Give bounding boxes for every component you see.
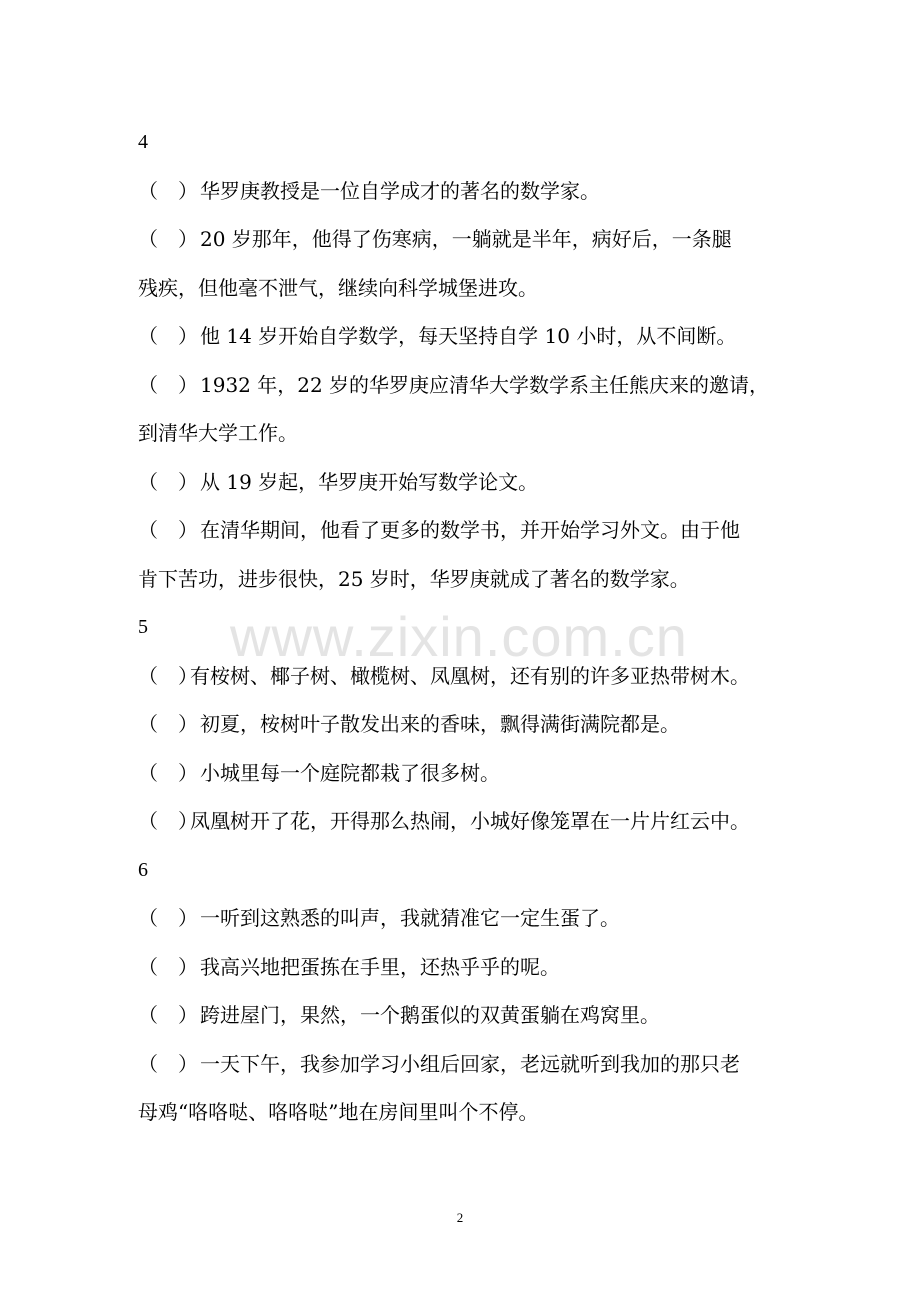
item-text: 一天下午，我参加学习小组后回家，老远就听到我加的那只老	[200, 1051, 740, 1076]
item-text: 他 14 岁开始自学数学，每天坚持自学 10 小时，从不间断。	[200, 324, 737, 348]
section-number: 4	[138, 131, 148, 153]
answer-blank: （ ）	[138, 712, 198, 736]
list-item	[138, 991, 798, 1040]
item-text: 初夏，桉树叶子散发出来的香味，飘得满街满院都是。	[200, 712, 680, 736]
list-item	[138, 894, 798, 943]
exercise-content	[138, 118, 798, 1137]
item-text: 小城里每一个庭院都栽了很多树。	[200, 760, 500, 785]
section-number: 5	[138, 616, 148, 638]
list-item	[138, 700, 798, 749]
list-item	[138, 312, 798, 361]
list-item	[138, 361, 798, 410]
answer-blank: （ ）	[138, 954, 198, 979]
answer-blank: （ ）	[138, 518, 198, 542]
answer-blank: （ ）	[138, 178, 198, 203]
item-text-continued: 肯下苦功，进步很快，25 岁时，华罗庚就成了著名的数学家。	[138, 566, 690, 591]
item-text: 有桉树、椰子树、橄榄树、凤凰树，还有别的许多亚热带树木。	[190, 663, 750, 688]
item-text: 一听到这熟悉的叫声，我就猜准它一定生蛋了。	[200, 906, 620, 930]
answer-blank: （ ）	[138, 809, 198, 833]
item-text-continued: 到清华大学工作。	[138, 421, 298, 445]
page-number: 2	[456, 1210, 464, 1225]
watermark: www.zixin.com.cn	[230, 605, 688, 668]
item-text-continued: 母鸡“咯咯哒、咯咯哒”地在房间里叫个不停。	[138, 1100, 539, 1124]
answer-blank: （ ）	[138, 469, 198, 494]
item-text: 凤凰树开了花，开得那么热闹，小城好像笼罩在一片片红云中。	[190, 809, 750, 833]
list-item	[138, 506, 798, 555]
item-text: 我高兴地把蛋拣在手里，还热乎乎的呢。	[200, 954, 560, 979]
list-item	[138, 797, 798, 846]
answer-blank: （ ）	[138, 1051, 198, 1076]
list-item	[138, 943, 798, 992]
item-text: 20 岁那年，他得了伤寒病，一躺就是半年，病好后，一条腿	[200, 227, 732, 251]
answer-blank: （ ）	[138, 663, 198, 688]
item-text: 跨进屋门，果然，一个鹅蛋似的双黄蛋躺在鸡窝里。	[200, 1003, 660, 1027]
list-item	[138, 458, 798, 507]
section-number: 6	[138, 858, 148, 881]
answer-blank: （ ）	[138, 372, 198, 397]
answer-blank: （ ）	[138, 227, 198, 251]
answer-blank: （ ）	[138, 1003, 198, 1027]
answer-blank: （ ）	[138, 760, 198, 785]
item-text: 1932 年，22 岁的华罗庚应清华大学数学系主任熊庆来的邀请，	[200, 372, 770, 397]
item-text: 从 19 岁起，华罗庚开始写数学论文。	[200, 469, 539, 494]
list-item	[138, 215, 798, 264]
item-text: 华罗庚教授是一位自学成才的著名的数学家。	[200, 178, 600, 203]
item-text: 在清华期间，他看了更多的数学书，并开始学习外文。由于他	[200, 518, 740, 542]
list-item	[138, 1040, 798, 1089]
item-text-continued: 残疾，但他毫不泄气，继续向科学城堡进攻。	[138, 275, 538, 300]
list-item	[138, 749, 798, 798]
answer-blank: （ ）	[138, 324, 198, 348]
list-item	[138, 167, 798, 216]
answer-blank: （ ）	[138, 906, 198, 930]
list-item	[138, 652, 798, 701]
